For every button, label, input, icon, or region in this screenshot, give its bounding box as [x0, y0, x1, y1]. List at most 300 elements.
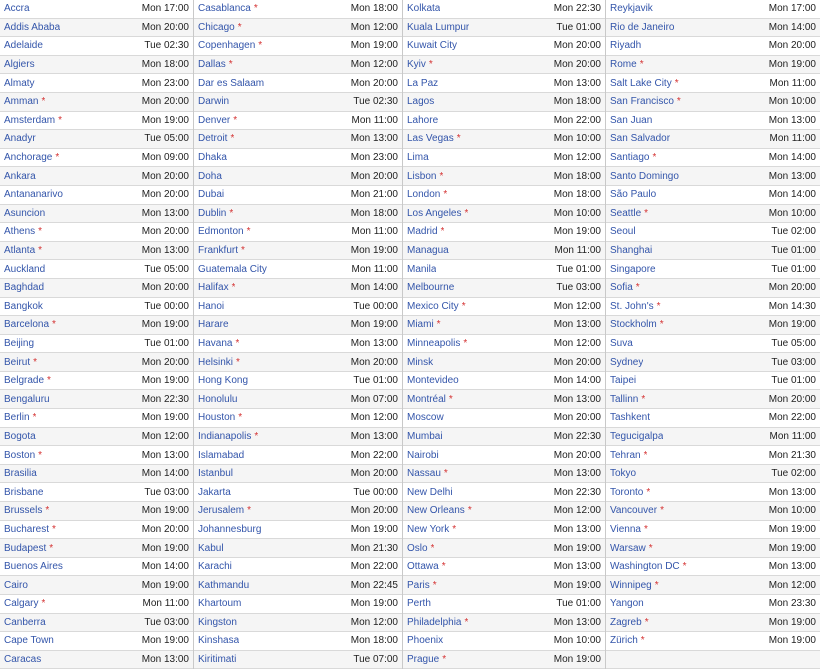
- clock-row: [606, 465, 820, 484]
- city-cell: [407, 617, 468, 628]
- city-cell: [610, 264, 656, 275]
- local-time: Tue 02:00: [771, 468, 816, 480]
- clock-row: [606, 186, 820, 205]
- clock-row: [403, 130, 605, 149]
- city-cell: [407, 3, 440, 14]
- city-link[interactable]: Miami: [407, 319, 434, 331]
- city-link[interactable]: Winnipeg: [610, 579, 652, 591]
- city-link[interactable]: Yangon: [610, 598, 644, 610]
- local-time: Mon 12:00: [350, 59, 398, 71]
- local-time: Mon 07:00: [350, 393, 398, 405]
- dst-marker: *: [448, 393, 453, 405]
- city-link[interactable]: Salt Lake City: [610, 77, 672, 89]
- city-cell: [407, 431, 443, 442]
- city-link[interactable]: Paris: [407, 579, 430, 591]
- city-link[interactable]: Santiago: [610, 152, 650, 164]
- clock-row: [606, 37, 820, 56]
- city-link[interactable]: Toronto: [610, 486, 644, 498]
- city-link[interactable]: Ottawa: [407, 561, 439, 573]
- city-link[interactable]: Berlin: [4, 412, 30, 424]
- city-cell: [198, 133, 234, 144]
- city-link[interactable]: Reykjavik: [610, 3, 653, 15]
- clock-row: [0, 205, 193, 224]
- city-link[interactable]: Kathmandu: [198, 579, 250, 591]
- city-cell: [4, 394, 50, 405]
- city-link[interactable]: Washington DC: [610, 561, 680, 573]
- city-link[interactable]: Madrid: [407, 226, 438, 238]
- local-time: Mon 21:30: [768, 449, 816, 461]
- dst-marker: *: [656, 300, 661, 312]
- city-link[interactable]: Lisbon: [407, 170, 437, 182]
- city-cell: [4, 654, 41, 665]
- city-link[interactable]: Almaty: [4, 77, 35, 89]
- city-cell: [610, 301, 661, 312]
- local-time: Mon 18:00: [553, 170, 601, 182]
- clock-row: [606, 0, 820, 19]
- dst-marker: *: [643, 449, 648, 461]
- clock-column-2: [194, 0, 403, 669]
- local-time: Mon 19:00: [350, 523, 398, 535]
- city-link[interactable]: Taipei: [610, 375, 637, 387]
- city-link[interactable]: Santo Domingo: [610, 170, 679, 182]
- local-time: Mon 14:00: [768, 189, 816, 201]
- local-time: Mon 20:00: [141, 189, 189, 201]
- city-link[interactable]: Dar es Salaam: [198, 77, 265, 89]
- city-link[interactable]: Mexico City: [407, 300, 459, 312]
- local-time: Mon 13:00: [553, 523, 601, 535]
- city-link[interactable]: Budapest: [4, 542, 47, 554]
- city-link[interactable]: Sofia: [610, 282, 633, 294]
- city-link[interactable]: Havana: [198, 337, 233, 349]
- city-cell: [407, 319, 441, 330]
- city-link[interactable]: Managua: [407, 245, 449, 257]
- clock-row: [0, 372, 193, 391]
- city-link[interactable]: Stockholm: [610, 319, 657, 331]
- city-link[interactable]: Hong Kong: [198, 375, 249, 387]
- local-time: Mon 22:00: [350, 561, 398, 573]
- city-link[interactable]: Anchorage: [4, 152, 53, 164]
- city-link[interactable]: Perth: [407, 598, 431, 610]
- clock-row: [0, 298, 193, 317]
- city-link[interactable]: Warsaw: [610, 542, 646, 554]
- clock-row: [606, 298, 820, 317]
- city-cell: [610, 59, 644, 70]
- local-time: Mon 12:00: [553, 152, 601, 164]
- city-cell: [4, 22, 60, 33]
- city-link[interactable]: Bengaluru: [4, 393, 50, 405]
- local-time: Mon 10:00: [553, 635, 601, 647]
- city-link[interactable]: Cape Town: [4, 635, 54, 647]
- city-link[interactable]: London: [407, 189, 441, 201]
- local-time: Mon 18:00: [350, 207, 398, 219]
- city-link[interactable]: Zürich: [610, 635, 638, 647]
- city-cell: [4, 338, 34, 349]
- clock-row: [0, 521, 193, 540]
- city-link[interactable]: Kiritimati: [198, 654, 237, 666]
- city-cell: [4, 450, 42, 461]
- city-link[interactable]: Algiers: [4, 59, 35, 71]
- city-link[interactable]: Houston: [198, 412, 236, 424]
- city-link[interactable]: Darwin: [198, 96, 230, 108]
- local-time: Mon 11:00: [351, 263, 398, 275]
- clock-row: [403, 223, 605, 242]
- city-cell: [198, 282, 235, 293]
- city-link[interactable]: Montevideo: [407, 375, 459, 387]
- city-cell: [407, 468, 448, 479]
- city-link[interactable]: Harare: [198, 319, 229, 331]
- local-time: Mon 20:00: [553, 412, 601, 424]
- clock-row: [403, 149, 605, 168]
- city-cell: [4, 171, 36, 182]
- city-link[interactable]: Rome: [610, 59, 637, 71]
- city-link[interactable]: Oslo: [407, 542, 428, 554]
- clock-row: [606, 74, 820, 93]
- city-link[interactable]: Jerusalem: [198, 505, 245, 517]
- dst-marker: *: [676, 96, 681, 108]
- clock-row: [194, 372, 402, 391]
- clock-row: [194, 186, 402, 205]
- clock-row: [0, 409, 193, 428]
- clock-row: [0, 595, 193, 614]
- city-link[interactable]: Kyiv: [407, 59, 426, 71]
- city-link[interactable]: Bucharest: [4, 523, 50, 535]
- city-link[interactable]: Kuwait City: [407, 40, 458, 52]
- clock-row: [606, 558, 820, 577]
- city-link[interactable]: Nassau: [407, 468, 441, 480]
- city-link[interactable]: Accra: [4, 3, 30, 15]
- local-time: Mon 11:00: [351, 226, 398, 238]
- dst-marker: *: [233, 114, 238, 126]
- city-link[interactable]: Anadyr: [4, 133, 36, 145]
- local-time: Tue 05:00: [771, 337, 816, 349]
- local-time: Tue 00:00: [144, 300, 189, 312]
- local-time: Mon 19:00: [553, 226, 601, 238]
- city-cell: [610, 189, 656, 200]
- local-time: Mon 20:00: [350, 468, 398, 480]
- clock-row: [194, 223, 402, 242]
- dst-marker: *: [443, 468, 448, 480]
- city-link[interactable]: Phoenix: [407, 635, 444, 647]
- dst-marker: *: [440, 226, 445, 238]
- city-link[interactable]: Shanghai: [610, 245, 653, 257]
- city-cell: [198, 3, 258, 14]
- city-link[interactable]: Manila: [407, 263, 437, 275]
- city-link[interactable]: Brasilia: [4, 468, 37, 480]
- city-link[interactable]: Belgrade: [4, 375, 45, 387]
- city-link[interactable]: Beijing: [4, 337, 35, 349]
- city-link[interactable]: Vienna: [610, 523, 641, 535]
- city-link[interactable]: Detroit: [198, 133, 228, 145]
- city-link[interactable]: Minsk: [407, 356, 434, 368]
- city-link[interactable]: Dallas: [198, 59, 226, 71]
- city-cell: [198, 40, 262, 51]
- city-link[interactable]: São Paulo: [610, 189, 657, 201]
- local-time: Mon 20:00: [553, 356, 601, 368]
- city-cell: [4, 264, 45, 275]
- clock-row: [403, 186, 605, 205]
- clock-row: [403, 56, 605, 75]
- city-cell: [610, 115, 652, 126]
- local-time: Mon 19:00: [553, 579, 601, 591]
- local-time: Mon 14:00: [141, 468, 189, 480]
- city-link[interactable]: Nairobi: [407, 449, 439, 461]
- city-link[interactable]: Tashkent: [610, 412, 651, 424]
- local-time: Mon 18:00: [350, 3, 398, 15]
- city-link[interactable]: Lagos: [407, 96, 435, 108]
- city-cell: [198, 487, 231, 498]
- city-link[interactable]: New York: [407, 523, 450, 535]
- dst-marker: *: [646, 486, 651, 498]
- local-time: Mon 10:00: [768, 96, 816, 108]
- city-cell: [610, 431, 663, 442]
- local-time: Mon 19:00: [141, 319, 189, 331]
- city-link[interactable]: Brisbane: [4, 486, 44, 498]
- city-link[interactable]: Cairo: [4, 579, 28, 591]
- city-link[interactable]: Denver: [198, 114, 231, 126]
- local-time: Mon 10:00: [553, 207, 601, 219]
- local-time: Tue 03:00: [556, 282, 601, 294]
- local-time: Mon 20:00: [553, 449, 601, 461]
- city-link[interactable]: Kinshasa: [198, 635, 240, 647]
- city-link[interactable]: San Juan: [610, 114, 653, 126]
- clock-row: [194, 316, 402, 335]
- city-link[interactable]: Dublin: [198, 207, 227, 219]
- city-link[interactable]: Melbourne: [407, 282, 455, 294]
- city-cell: [407, 152, 429, 163]
- city-link[interactable]: Moscow: [407, 412, 444, 424]
- city-cell: [407, 282, 454, 293]
- city-link[interactable]: Istanbul: [198, 468, 234, 480]
- city-cell: [407, 171, 443, 182]
- city-link[interactable]: Los Angeles: [407, 207, 462, 219]
- local-time: Mon 17:00: [141, 3, 189, 15]
- local-time: Mon 20:00: [141, 523, 189, 535]
- city-link[interactable]: Brussels: [4, 505, 43, 517]
- city-cell: [198, 431, 258, 442]
- city-cell: [198, 78, 264, 89]
- clock-row: [403, 576, 605, 595]
- local-time: Mon 18:00: [553, 189, 601, 201]
- local-time: Mon 18:00: [553, 96, 601, 108]
- city-link[interactable]: Tegucigalpa: [610, 430, 664, 442]
- local-time: Mon 19:00: [141, 375, 189, 387]
- clock-row: [403, 260, 605, 279]
- clock-row: [606, 651, 820, 669]
- city-link[interactable]: Seoul: [610, 226, 636, 238]
- dst-marker: *: [439, 170, 444, 182]
- city-link[interactable]: Addis Ababa: [4, 21, 61, 33]
- city-link[interactable]: Caracas: [4, 654, 42, 666]
- city-cell: [407, 59, 433, 70]
- city-link[interactable]: Ankara: [4, 170, 36, 182]
- local-time: Mon 22:00: [350, 449, 398, 461]
- clock-row: [403, 558, 605, 577]
- city-link[interactable]: Adelaide: [4, 40, 43, 52]
- city-link[interactable]: Islamabad: [198, 449, 245, 461]
- clock-row: [194, 56, 402, 75]
- city-link[interactable]: San Francisco: [610, 96, 674, 108]
- city-link[interactable]: Rio de Janeiro: [610, 21, 675, 33]
- local-time: Tue 01:00: [771, 263, 816, 275]
- local-time: Tue 02:30: [353, 96, 398, 108]
- city-cell: [407, 654, 446, 665]
- city-cell: [407, 375, 459, 386]
- city-link[interactable]: Dhaka: [198, 152, 227, 164]
- city-link[interactable]: Kingston: [198, 616, 237, 628]
- city-cell: [407, 450, 439, 461]
- local-time: Mon 19:00: [350, 319, 398, 331]
- city-link[interactable]: Kuala Lumpur: [407, 21, 470, 33]
- city-link[interactable]: Zagreb: [610, 616, 642, 628]
- city-link[interactable]: Buenos Aires: [4, 561, 63, 573]
- city-link[interactable]: Khartoum: [198, 598, 242, 610]
- city-link[interactable]: New Delhi: [407, 486, 453, 498]
- dst-marker: *: [38, 245, 43, 257]
- city-link[interactable]: Las Vegas: [407, 133, 454, 145]
- local-time: Mon 19:00: [141, 505, 189, 517]
- city-link[interactable]: Asuncion: [4, 207, 46, 219]
- city-link[interactable]: Barcelona: [4, 319, 50, 331]
- city-link[interactable]: Suva: [610, 337, 633, 349]
- city-link[interactable]: Edmonton: [198, 226, 244, 238]
- city-link[interactable]: Lahore: [407, 114, 439, 126]
- clock-column-1: [0, 0, 194, 669]
- city-cell: [407, 22, 469, 33]
- city-link[interactable]: Canberra: [4, 616, 46, 628]
- city-link[interactable]: Prague: [407, 654, 440, 666]
- city-link[interactable]: Karachi: [198, 561, 232, 573]
- city-link[interactable]: Sydney: [610, 356, 644, 368]
- dst-marker: *: [442, 654, 447, 666]
- city-link[interactable]: Frankfurt: [198, 245, 239, 257]
- city-cell: [610, 412, 650, 423]
- city-cell: [407, 394, 453, 405]
- city-link[interactable]: Riyadh: [610, 40, 642, 52]
- city-link[interactable]: Johannesburg: [198, 523, 262, 535]
- city-cell: [610, 635, 645, 646]
- city-link[interactable]: Amsterdam: [4, 114, 56, 126]
- local-time: Mon 14:00: [768, 21, 816, 33]
- city-link[interactable]: Mumbai: [407, 430, 443, 442]
- clock-row: [0, 335, 193, 354]
- city-link[interactable]: Casablanca: [198, 3, 251, 15]
- city-link[interactable]: Doha: [198, 170, 222, 182]
- city-link[interactable]: Tallinn: [610, 393, 639, 405]
- clock-row: [194, 428, 402, 447]
- city-link[interactable]: Helsinki: [198, 356, 234, 368]
- dst-marker: *: [639, 59, 644, 71]
- city-link[interactable]: Hanoi: [198, 300, 225, 312]
- city-link[interactable]: Halifax: [198, 282, 229, 294]
- city-cell: [407, 357, 433, 368]
- clock-row: [194, 353, 402, 372]
- city-link[interactable]: Copenhagen: [198, 40, 256, 52]
- city-link[interactable]: Tokyo: [610, 468, 637, 480]
- clock-row: [0, 651, 193, 669]
- city-link[interactable]: Indianapolis: [198, 430, 252, 442]
- city-link[interactable]: Baghdad: [4, 282, 45, 294]
- clock-row: [194, 595, 402, 614]
- dst-marker: *: [464, 616, 469, 628]
- city-link[interactable]: New Orleans: [407, 505, 465, 517]
- city-link[interactable]: Seattle: [610, 207, 642, 219]
- city-link[interactable]: Kolkata: [407, 3, 441, 15]
- local-time: Mon 14:00: [141, 561, 189, 573]
- local-time: Mon 20:00: [768, 393, 816, 405]
- city-link[interactable]: Athens: [4, 226, 36, 238]
- city-cell: [610, 208, 648, 219]
- city-link[interactable]: Atlanta: [4, 245, 36, 257]
- city-link[interactable]: Dubai: [198, 189, 225, 201]
- city-link[interactable]: Amman: [4, 96, 39, 108]
- city-cell: [4, 133, 36, 144]
- city-link[interactable]: Auckland: [4, 263, 46, 275]
- local-time: Mon 12:00: [768, 579, 816, 591]
- city-cell: [198, 301, 224, 312]
- clock-row: [194, 130, 402, 149]
- clock-row: [194, 558, 402, 577]
- city-link[interactable]: Honolulu: [198, 393, 238, 405]
- clock-row: [0, 446, 193, 465]
- city-cell: [4, 617, 46, 628]
- city-link[interactable]: Jakarta: [198, 486, 231, 498]
- clock-row: [0, 130, 193, 149]
- local-time: Mon 19:00: [768, 319, 816, 331]
- city-link[interactable]: Beirut: [4, 356, 31, 368]
- clock-row: [403, 409, 605, 428]
- local-time: Mon 20:00: [141, 21, 189, 33]
- city-cell: [4, 3, 30, 14]
- clock-row: [606, 595, 820, 614]
- clock-row: [606, 390, 820, 409]
- city-link[interactable]: Lima: [407, 152, 429, 164]
- clock-row: [606, 242, 820, 261]
- clock-row: [403, 37, 605, 56]
- city-link[interactable]: Calgary: [4, 598, 39, 610]
- clock-row: [0, 632, 193, 651]
- local-time: Mon 19:00: [141, 542, 189, 554]
- city-link[interactable]: San Salvador: [610, 133, 671, 145]
- clock-row: [606, 502, 820, 521]
- city-link[interactable]: Singapore: [610, 263, 656, 275]
- city-link[interactable]: Bogota: [4, 430, 36, 442]
- local-time: Mon 19:00: [768, 542, 816, 554]
- city-cell: [198, 152, 227, 163]
- local-time: Tue 01:00: [556, 598, 601, 610]
- clock-row: [0, 614, 193, 633]
- city-link[interactable]: Minneapolis: [407, 337, 461, 349]
- city-link[interactable]: Guatemala City: [198, 263, 267, 275]
- city-link[interactable]: La Paz: [407, 77, 439, 89]
- clock-row: [606, 576, 820, 595]
- city-link[interactable]: Kabul: [198, 542, 224, 554]
- city-link[interactable]: Boston: [4, 449, 36, 461]
- dst-marker: *: [652, 152, 657, 164]
- dst-marker: *: [456, 133, 461, 145]
- city-link[interactable]: Bangkok: [4, 300, 43, 312]
- city-cell: [4, 375, 51, 386]
- local-time: Mon 19:00: [141, 635, 189, 647]
- dst-marker: *: [461, 300, 466, 312]
- city-link[interactable]: Tehran: [610, 449, 641, 461]
- clock-row: [0, 242, 193, 261]
- city-link[interactable]: Montréal: [407, 393, 446, 405]
- city-link[interactable]: Chicago: [198, 21, 235, 33]
- city-link[interactable]: Antananarivo: [4, 189, 63, 201]
- city-link[interactable]: Philadelphia: [407, 616, 462, 628]
- city-link[interactable]: St. John's: [610, 300, 654, 312]
- city-link[interactable]: Vancouver: [610, 505, 658, 517]
